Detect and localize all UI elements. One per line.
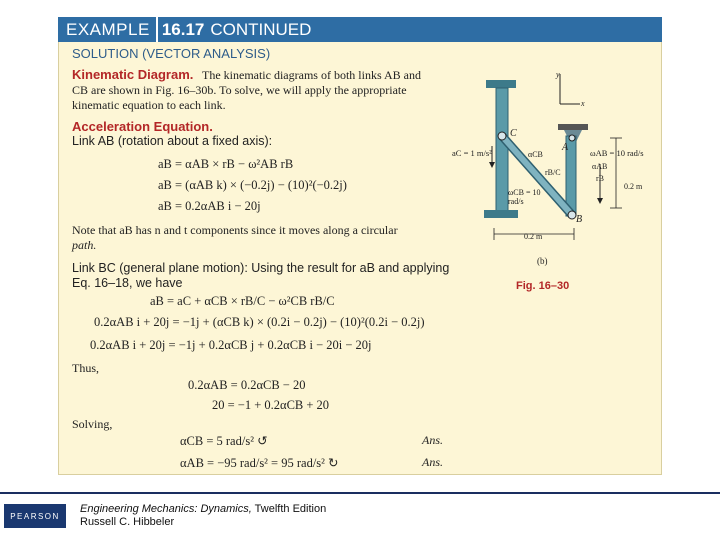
omega-ab-label: ωAB = 10 rad/s <box>590 148 644 158</box>
equation-8: 20 = −1 + 0.2αCB + 20 <box>212 398 330 412</box>
book-edition: Twelfth Edition <box>251 503 327 515</box>
equation-4: aB = aC + αCB × rB/C − ω²CB rB/C <box>150 294 335 308</box>
figure-sub-label: (b) <box>537 256 548 266</box>
rbc-label: rB/C <box>545 168 561 177</box>
axis-y-label: y <box>556 70 560 79</box>
result-alpha-ab: αAB = −95 rad/s² = 95 rad/s² ↻ <box>180 456 339 470</box>
answer-label-2: Ans. <box>422 455 443 469</box>
link-ab-heading: Link AB (rotation about a fixed axis): <box>72 134 273 148</box>
example-header <box>58 17 662 42</box>
alpha-cb-label: αCB <box>528 150 543 159</box>
kinematic-text-2: CB are shown in Fig. 16–30b. To solve, we will apply the appropriate <box>72 83 407 97</box>
point-b-label: B <box>576 214 583 225</box>
solution-title: SOLUTION (VECTOR ANALYSIS) <box>72 46 271 61</box>
book-credit <box>80 503 326 529</box>
kinematic-title: Kinematic Diagram. <box>72 67 194 82</box>
example-label: EXAMPLE <box>66 19 150 39</box>
ac-label: aC = 1 m/s² <box>452 148 492 158</box>
note-text-2: path. <box>72 238 97 252</box>
xy-axes <box>560 74 580 104</box>
rb-label: rB <box>596 174 604 183</box>
kinematic-text-1: The kinematic diagrams of both links AB and <box>202 68 421 82</box>
point-c-label: C <box>510 128 517 139</box>
footer-divider <box>0 492 720 494</box>
note-text-1: Note that aB has n and t components since it moves along a circular <box>72 223 398 237</box>
book-title: Engineering Mechanics: Dynamics, <box>80 503 252 515</box>
kinematic-text-3: kinematic equation to each link. <box>72 98 226 112</box>
figure-caption: Fig. 16–30 <box>516 280 570 292</box>
dimension-horizontal-label: 0.2 m <box>524 232 543 241</box>
continued-label: CONTINUED <box>210 19 312 39</box>
point-a-label: A <box>562 142 569 153</box>
equation-7: 0.2αAB = 0.2αCB − 20 <box>188 378 306 392</box>
result-alpha-cb: αCB = 5 rad/s² ↺ <box>180 434 268 448</box>
acceleration-title: Acceleration Equation. <box>72 119 213 134</box>
link-bc-text-2: Eq. 16–18, we have <box>72 276 183 290</box>
equation-6: 0.2αAB i + 20j = −1j + 0.2αCB j + 0.2αCB i − 20i − 20j <box>90 338 372 352</box>
dimension-vertical-label: 0.2 m <box>624 182 643 191</box>
equation-1: aB = αAB × rB − ω²AB rB <box>158 157 294 171</box>
header-divider <box>156 17 158 42</box>
pearson-logo: PEARSON <box>4 504 66 528</box>
book-author: Russell C. Hibbeler <box>80 516 175 528</box>
solving-label: Solving, <box>72 417 113 431</box>
omega-cb-label: ωCB = 10 rad/s <box>508 188 541 206</box>
equation-3: aB = 0.2αAB i − 20j <box>158 199 261 213</box>
thus-label: Thus, <box>72 361 99 375</box>
axis-x-label: x <box>581 99 585 108</box>
equation-5: 0.2αAB i + 20j = −1j + (αCB k) × (0.2i − 0.2j) − (10)²(0.2i − 0.2j) <box>94 315 425 329</box>
example-number: 16.17 <box>161 19 205 39</box>
link-bc-text-1: Link BC (general plane motion): Using the result for aB and applying <box>72 261 450 275</box>
answer-label-1: Ans. <box>422 433 443 447</box>
equation-2: aB = (αAB k) × (−0.2j) − (10)²(−0.2j) <box>158 178 347 192</box>
alpha-ab-label: αAB <box>592 162 608 171</box>
